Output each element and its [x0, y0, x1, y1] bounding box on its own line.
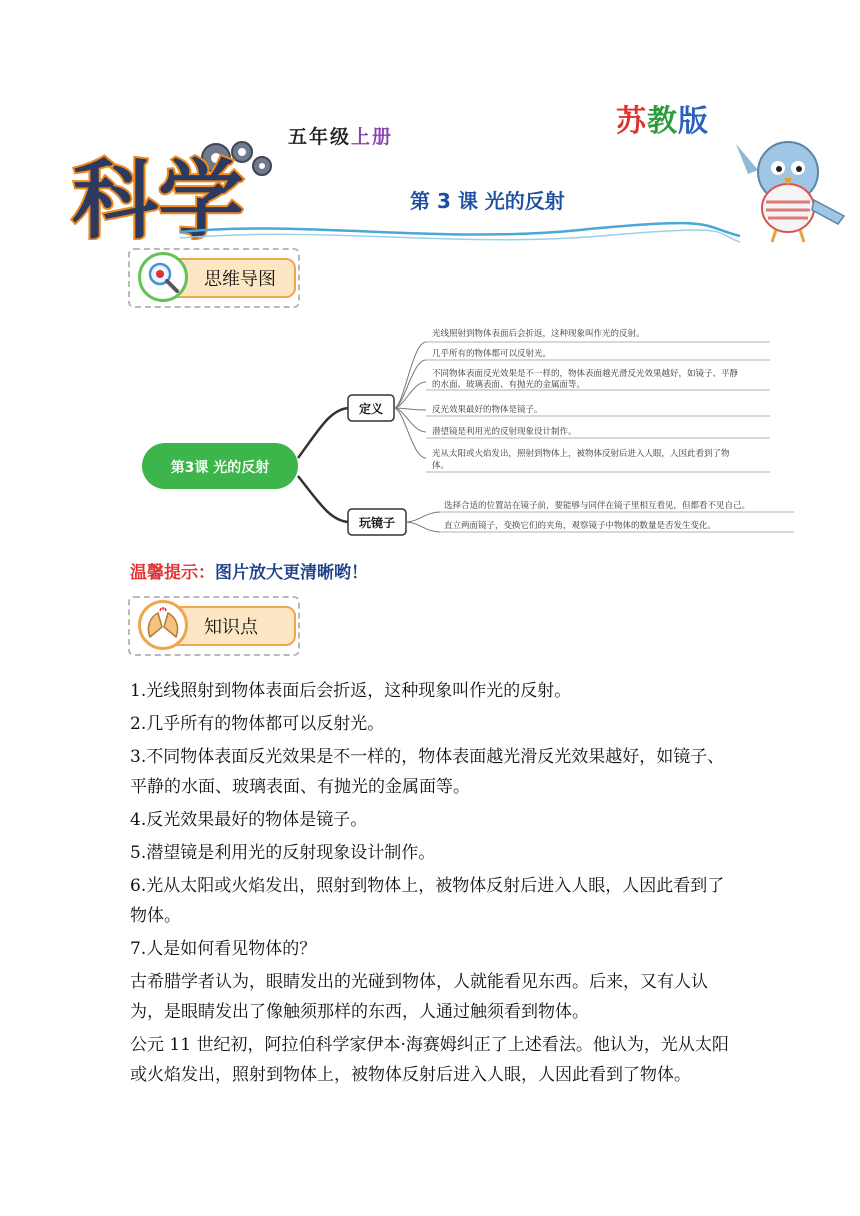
knowledge-paragraph: 古希腊学者认为，眼睛发出的光碰到物体，人就能看见东西。后来，又有人认为，是眼睛发出了像触须那样的东西，人通过触须看到物体。	[130, 972, 708, 1022]
mindmap-leaf-text: 选择合适的位置站在镜子前，要能够与同伴在镜子里相互看见，但都看不见自己。	[444, 501, 751, 511]
mindmap-connector	[298, 476, 348, 522]
bird-mascot-icon	[728, 130, 848, 244]
section-label: 知识点	[204, 617, 258, 638]
volume-text: 上册	[351, 126, 394, 148]
mindmap-leaf-text: 几乎所有的物体都可以反射光。	[432, 349, 552, 359]
knowledge-point: 5.潜望镜是利用光的反射现象设计制作。	[130, 843, 436, 863]
mindmap-connector	[394, 342, 426, 408]
tip-text: 图片放大更清晰哟！	[215, 563, 368, 583]
mindmap-connector	[406, 522, 440, 532]
mindmap-leaf-text: 的水面、玻璃表面、有抛光的金属面等。	[432, 380, 586, 390]
mind-map	[130, 318, 800, 544]
mindmap-connector	[394, 360, 426, 408]
logo-text: 科学	[72, 151, 244, 240]
knowledge-paragraph: 公元 11 世纪初，阿拉伯科学家伊本·海赛姆纠正了上述看法。他认为，光从太阳或火焰发出，照射到物体上，被物体反射后进入人眼，人因此看到了物体。	[130, 1035, 729, 1085]
mindmap-section-header	[128, 248, 300, 308]
mindmap-leaf-text: 潜望镜是利用光的反射现象设计制作。	[432, 427, 577, 437]
knowledge-point: 6.光从太阳或火焰发出，照射到物体上，被物体反射后进入人眼，人因此看到了物体。	[130, 876, 725, 926]
mindmap-connector	[394, 408, 426, 458]
knowledge-point: 3.不同物体表面反光效果是不一样的，物体表面越光滑反光效果越好，如镜子、平静的水面、玻璃表面、有抛光的金属面等。	[130, 747, 725, 797]
mindmap-leaf-text: 反光效果最好的物体是镜子。	[432, 405, 543, 415]
mindmap-root-label: 第3课 光的反射	[170, 460, 270, 476]
knowledge-point: 7.人是如何看见物体的？	[130, 939, 317, 959]
mindmap-connector	[406, 512, 440, 522]
mindmap-leaf-text: 光从太阳或火焰发出，照射到物体上，被物体反射后进入人眼，人因此看到了物	[432, 449, 730, 459]
mindmap-leaf-text: 光线照射到物体表面后会折返，这种现象叫作光的反射。	[432, 329, 645, 339]
publisher-label	[616, 96, 709, 140]
mindmap-branch-label: 玩镜子	[358, 516, 396, 530]
mindmap-connector	[298, 408, 348, 458]
tip-label: 温馨提示：	[130, 563, 215, 583]
grade-label	[288, 122, 393, 149]
publisher-char: 版	[678, 104, 709, 139]
section-label: 思维导图	[204, 269, 276, 290]
knowledge-points	[130, 676, 740, 1093]
mindmap-leaf-text: 体。	[432, 461, 450, 471]
mindmap-leaf-text: 不同物体表面反光效果是不一样的，物体表面越光滑反光效果越好，如镜子、平静	[432, 369, 739, 379]
knowledge-section-header	[128, 596, 300, 656]
mindmap-branch-label: 定义	[358, 402, 384, 416]
publisher-char: 苏	[616, 104, 647, 139]
knowledge-point: 1.光线照射到物体表面后会折返，这种现象叫作光的反射。	[130, 681, 572, 701]
clapping-hands-icon	[138, 600, 188, 650]
mindmap-leaf-text: 直立两面镜子，变换它们的夹角，观察镜子中物体的数量是否发生变化。	[444, 521, 717, 531]
header-wave	[180, 214, 740, 250]
grade-text: 五年级	[288, 126, 352, 148]
knowledge-point: 2.几乎所有的物体都可以反射光。	[130, 714, 385, 734]
publisher-char: 教	[647, 104, 678, 139]
knowledge-point: 4.反光效果最好的物体是镜子。	[130, 810, 368, 830]
tip-line	[130, 558, 368, 583]
magnifier-ladybug-icon	[138, 252, 188, 302]
page-title: 第 3 课 光的反射	[410, 189, 565, 213]
